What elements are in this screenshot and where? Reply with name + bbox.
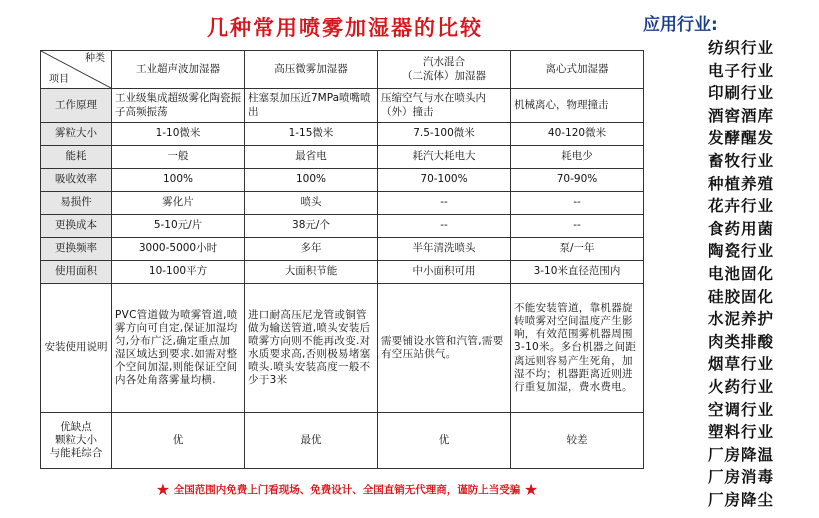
list-item: 水泥养护 — [708, 310, 775, 329]
table-cell: 70-90% — [511, 169, 644, 192]
column-header: 高压微雾加湿器 — [245, 51, 378, 89]
table-cell: 进口耐高压尼龙管或铜管做为输送管道,喷头安装后喷雾方向则不能再改变.对水质要求高,否则极易堵塞喷头.喷头安装高度一般不少于3米 — [245, 284, 378, 413]
corner-bottom-label: 项目 — [49, 73, 69, 85]
table-row — [41, 238, 644, 261]
row-label: 雾粒大小 — [41, 123, 112, 146]
list-item: 发酵醒发 — [708, 129, 775, 148]
table-row — [41, 215, 644, 238]
list-item: 畜牧行业 — [708, 151, 775, 170]
list-item: 肉类排酸 — [708, 332, 775, 351]
table-cell: 大面积节能 — [245, 261, 378, 284]
list-item: 厂房降温 — [708, 445, 775, 464]
page-title: 几种常用喷雾加湿器的比较 — [207, 15, 483, 40]
table-row — [41, 413, 644, 469]
table-cell: 优 — [378, 413, 511, 469]
table-cell: 压缩空气与水在喷头内（外）撞击 — [378, 89, 511, 123]
table-cell: 不能安装管道，靠机器旋转喷雾对空间温度产生影响，有效范围雾机器周围3-10米。多台机器之间距离远则容易产生死角，加湿不均；机器距离近则进行重复加湿，费水费电。 — [511, 284, 644, 413]
comparison-table — [40, 50, 644, 469]
table-cell: 38元/个 — [245, 215, 378, 238]
table-cell: 40-120微米 — [511, 123, 644, 146]
table-row — [41, 123, 644, 146]
table-cell: -- — [378, 215, 511, 238]
list-item: 陶瓷行业 — [708, 242, 775, 261]
list-item: 空调行业 — [708, 400, 775, 419]
table-cell: 一般 — [112, 146, 245, 169]
table-cell: 泵/一年 — [511, 238, 644, 261]
table-cell: -- — [511, 192, 644, 215]
footer-notice — [92, 480, 602, 499]
table-cell: 耗汽大耗电大 — [378, 146, 511, 169]
table-cell: 1-15微米 — [245, 123, 378, 146]
list-item: 电子行业 — [708, 61, 775, 80]
table-cell: 需要铺设水管和汽管,需要有空压站供气。 — [378, 284, 511, 413]
list-item: 食药用菌 — [708, 219, 775, 238]
table-row — [41, 261, 644, 284]
table-cell: 3000-5000小时 — [112, 238, 245, 261]
column-header: 汽水混合 （二流体）加湿器 — [378, 51, 511, 89]
table-cell: 100% — [112, 169, 245, 192]
footer-text: 全国范围内免费上门看现场、免费设计、全国直销无代理商，谨防上当受骗 — [173, 484, 521, 496]
star-icon: ★ — [523, 480, 539, 499]
industries-title: 应用行业: — [643, 15, 718, 35]
list-item: 花卉行业 — [708, 197, 775, 216]
list-item: 电池固化 — [708, 264, 775, 283]
table-cell: 半年清洗喷头 — [378, 238, 511, 261]
row-label: 易损件 — [41, 192, 112, 215]
list-item: 硅胶固化 — [708, 287, 775, 306]
list-item: 火药行业 — [708, 377, 775, 396]
table-cell: -- — [378, 192, 511, 215]
list-item: 烟草行业 — [708, 355, 775, 374]
table-cell: 最优 — [245, 413, 378, 469]
list-item: 塑料行业 — [708, 423, 775, 442]
table-cell: 雾化片 — [112, 192, 245, 215]
table-cell: 柱塞泵加压近7MPa喷嘴喷出 — [245, 89, 378, 123]
table-cell: 1-10微米 — [112, 123, 245, 146]
table-cell: 7.5-100微米 — [378, 123, 511, 146]
table-row — [41, 284, 644, 413]
list-item: 酒窖酒库 — [708, 106, 775, 125]
table-cell: -- — [511, 215, 644, 238]
row-label: 工作原理 — [41, 89, 112, 123]
table-cell: 5-10元/片 — [112, 215, 245, 238]
table-row — [41, 146, 644, 169]
table-row — [41, 169, 644, 192]
table-cell: 70-100% — [378, 169, 511, 192]
table-cell: 100% — [245, 169, 378, 192]
table-cell: 喷头 — [245, 192, 378, 215]
corner-cell — [41, 51, 112, 89]
star-icon: ★ — [155, 480, 171, 499]
table-cell: 耗电少 — [511, 146, 644, 169]
row-label: 安装使用说明 — [41, 284, 112, 413]
list-item: 纺织行业 — [708, 39, 775, 57]
table-row — [41, 192, 644, 215]
table-cell: 较差 — [511, 413, 644, 469]
corner-top-label: 种类 — [85, 53, 105, 64]
table-header-row — [41, 51, 644, 89]
list-item: 厂房消毒 — [708, 468, 775, 487]
column-header: 离心式加湿器 — [511, 51, 644, 89]
table-cell: 优 — [112, 413, 245, 469]
table-row — [41, 89, 644, 123]
table-cell: 多年 — [245, 238, 378, 261]
row-label: 使用面积 — [41, 261, 112, 284]
table-cell: 最省电 — [245, 146, 378, 169]
table-cell: 中小面积可用 — [378, 261, 511, 284]
table-cell: 工业级集成超级雾化陶瓷振子高频振荡 — [112, 89, 245, 123]
list-item: 印刷行业 — [708, 84, 775, 103]
row-label: 能耗 — [41, 146, 112, 169]
list-item: 种植养殖 — [708, 174, 775, 193]
table-cell: 10-100平方 — [112, 261, 245, 284]
table-cell: 3-10米直径范围内 — [511, 261, 644, 284]
row-label: 吸收效率 — [41, 169, 112, 192]
row-label: 更换频率 — [41, 238, 112, 261]
column-header: 工业超声波加湿器 — [112, 51, 245, 89]
row-label: 优缺点 颗粒大小 与能耗综合 — [41, 413, 112, 469]
table-cell: 机械离心，物理撞击 — [511, 89, 644, 123]
row-label: 更换成本 — [41, 215, 112, 238]
table-cell: PVC管道做为喷雾管道,喷雾方向可自定,保证加湿均匀,分布广泛,确定重点加湿区域达到要求.如需对整个空间加湿,则能保证空间内各处角落雾量均横. — [112, 284, 245, 413]
list-item: 厂房降尘 — [708, 490, 775, 509]
industries-list — [708, 37, 774, 511]
